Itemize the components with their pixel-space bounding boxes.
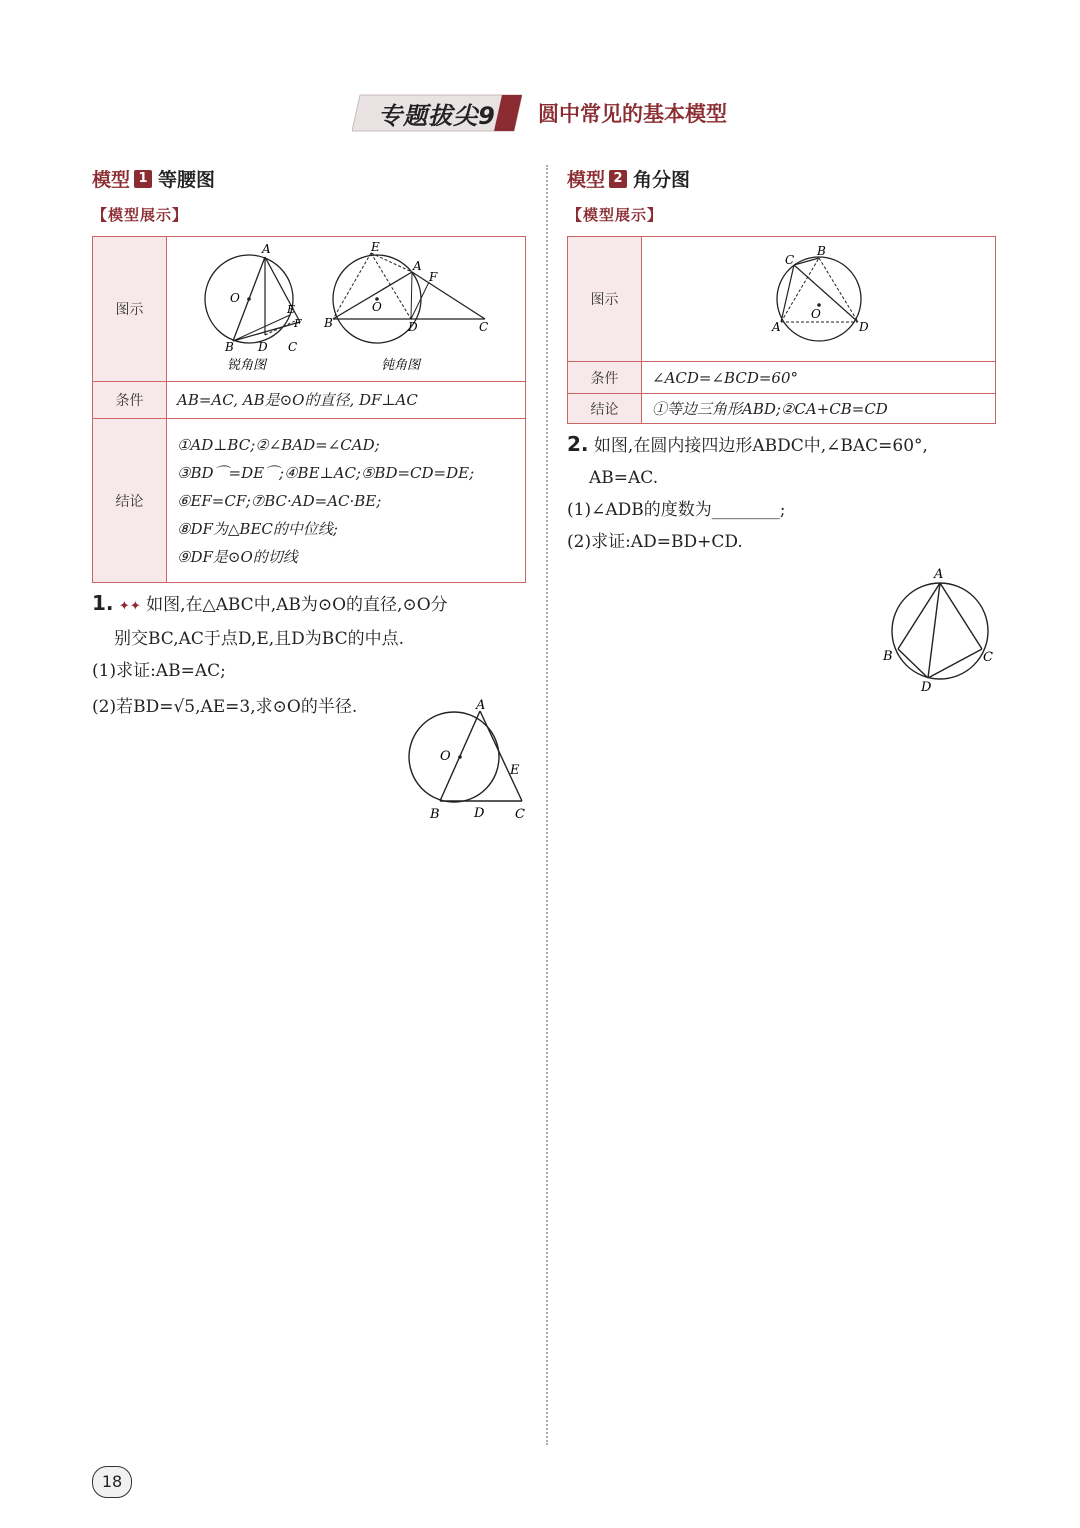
- model2-name: 角分图: [633, 169, 691, 191]
- svg-text:A: A: [934, 567, 944, 582]
- acute-figure: [205, 242, 302, 373]
- model1-name: 等腰图: [158, 169, 216, 191]
- svg-text:E: E: [510, 763, 520, 778]
- column-divider: [546, 165, 548, 1445]
- svg-text:A: A: [476, 698, 486, 713]
- obtuse-figure: [323, 240, 488, 373]
- model2-conclusion-label: 结论: [568, 394, 642, 424]
- svg-text:D: D: [258, 340, 268, 354]
- problem1-figure: [400, 695, 535, 825]
- model2-table: [567, 236, 996, 424]
- svg-text:B: B: [225, 340, 234, 354]
- model1-table: [92, 236, 526, 583]
- svg-text:F: F: [294, 317, 302, 330]
- svg-text:O: O: [372, 300, 382, 314]
- problem2-stem-line1: 如图,在圆内接四边形ABDC中,∠BAC=60°,: [593, 436, 928, 456]
- model1-condition-label: 条件: [93, 382, 167, 419]
- model2-prefix: 模型: [567, 169, 606, 191]
- model2-condition-label: 条件: [568, 362, 642, 394]
- svg-text:D: D: [408, 320, 418, 334]
- problem2-stem-line2: AB=AC.: [589, 468, 659, 488]
- problem1-part2: (2)若BD=√5,AE=3,求⊙O的半径.: [92, 697, 358, 717]
- svg-text:A: A: [413, 259, 422, 273]
- svg-text:O: O: [811, 307, 821, 321]
- difficulty-stars-icon: ✦✦: [118, 599, 141, 614]
- topic-title: 专题拔尖9: [378, 101, 496, 130]
- model1-conclusion-line: ③BD⌒=DE⌒;④BE⊥AC;⑤BD=CD=DE;: [177, 463, 475, 482]
- svg-text:C: C: [983, 650, 993, 665]
- svg-text:C: C: [515, 807, 525, 822]
- problem2-part1: (1)∠ADB的度数为________;: [567, 500, 786, 520]
- model1-figure-label: 图示: [93, 237, 167, 382]
- svg-text:C: C: [785, 253, 795, 267]
- topic-subtitle: 圆中常见的基本模型: [538, 102, 727, 126]
- model2-figure-cell: [642, 237, 996, 362]
- model2-heading: [567, 165, 690, 192]
- page-number: 18: [92, 1466, 132, 1498]
- problem1-stem-line1: 如图,在△ABC中,AB为⊙O的直径,⊙O分: [146, 595, 448, 615]
- problem2: [567, 428, 1007, 558]
- model1-diagrams: [167, 237, 525, 377]
- problem1-stem-line2: 别交BC,AC于点D,E,且D为BC的中点.: [114, 629, 404, 649]
- model1-condition: AB=AC, AB是⊙O的直径, DF⊥AC: [177, 391, 418, 409]
- model1-prefix: 模型: [92, 169, 131, 191]
- svg-text:B: B: [324, 316, 333, 330]
- model1-conclusion-line: ⑥EF=CF;⑦BC·AD=AC·BE;: [177, 491, 382, 510]
- svg-text:B: B: [883, 649, 893, 664]
- svg-text:D: D: [474, 806, 485, 821]
- model1-conclusion-line: ⑨DF是⊙O的切线: [177, 547, 298, 566]
- model2-conclusion: ①等边三角形ABD;②CA+CB=CD: [652, 399, 888, 418]
- model1-conclusion-label: 结论: [93, 419, 167, 583]
- model2-diagram: [642, 237, 995, 357]
- problem2-part2: (2)求证:AD=BD+CD.: [567, 532, 743, 552]
- model1-number-badge: 1: [134, 170, 152, 188]
- acute-caption: 锐角图: [227, 358, 267, 373]
- obtuse-caption: 钝角图: [381, 358, 421, 373]
- model1-conclusion-line: ①AD⊥BC;②∠BAD=∠CAD;: [177, 435, 380, 454]
- problem1-part1: (1)求证:AB=AC;: [92, 661, 226, 681]
- svg-text:D: D: [859, 320, 869, 334]
- problem2-figure: [878, 565, 998, 695]
- model1-figure-cell: [167, 237, 526, 382]
- svg-text:D: D: [921, 680, 932, 695]
- model2-number-badge: 2: [609, 170, 627, 188]
- model2-show-label: 【模型展示】: [567, 206, 664, 224]
- svg-text:O: O: [440, 749, 451, 764]
- model2-figure-label: 图示: [568, 237, 642, 362]
- svg-text:B: B: [817, 244, 826, 258]
- svg-text:C: C: [288, 340, 298, 354]
- svg-text:E: E: [287, 303, 296, 316]
- model1-heading: [92, 165, 215, 192]
- svg-text:A: A: [262, 242, 271, 256]
- model2-condition: ∠ACD=∠BCD=60°: [652, 368, 799, 387]
- model1-show-label: 【模型展示】: [92, 206, 189, 224]
- model1-conclusions: [167, 427, 525, 575]
- problem2-number: 2.: [567, 432, 589, 456]
- svg-text:F: F: [429, 270, 438, 284]
- svg-text:A: A: [772, 320, 781, 334]
- svg-text:E: E: [371, 240, 380, 254]
- svg-text:O: O: [230, 291, 240, 305]
- model1-conclusion-line: ⑧DF为△BEC的中位线;: [177, 519, 338, 538]
- svg-text:B: B: [430, 807, 440, 822]
- svg-text:C: C: [479, 320, 489, 334]
- problem1-number: 1.: [92, 591, 114, 615]
